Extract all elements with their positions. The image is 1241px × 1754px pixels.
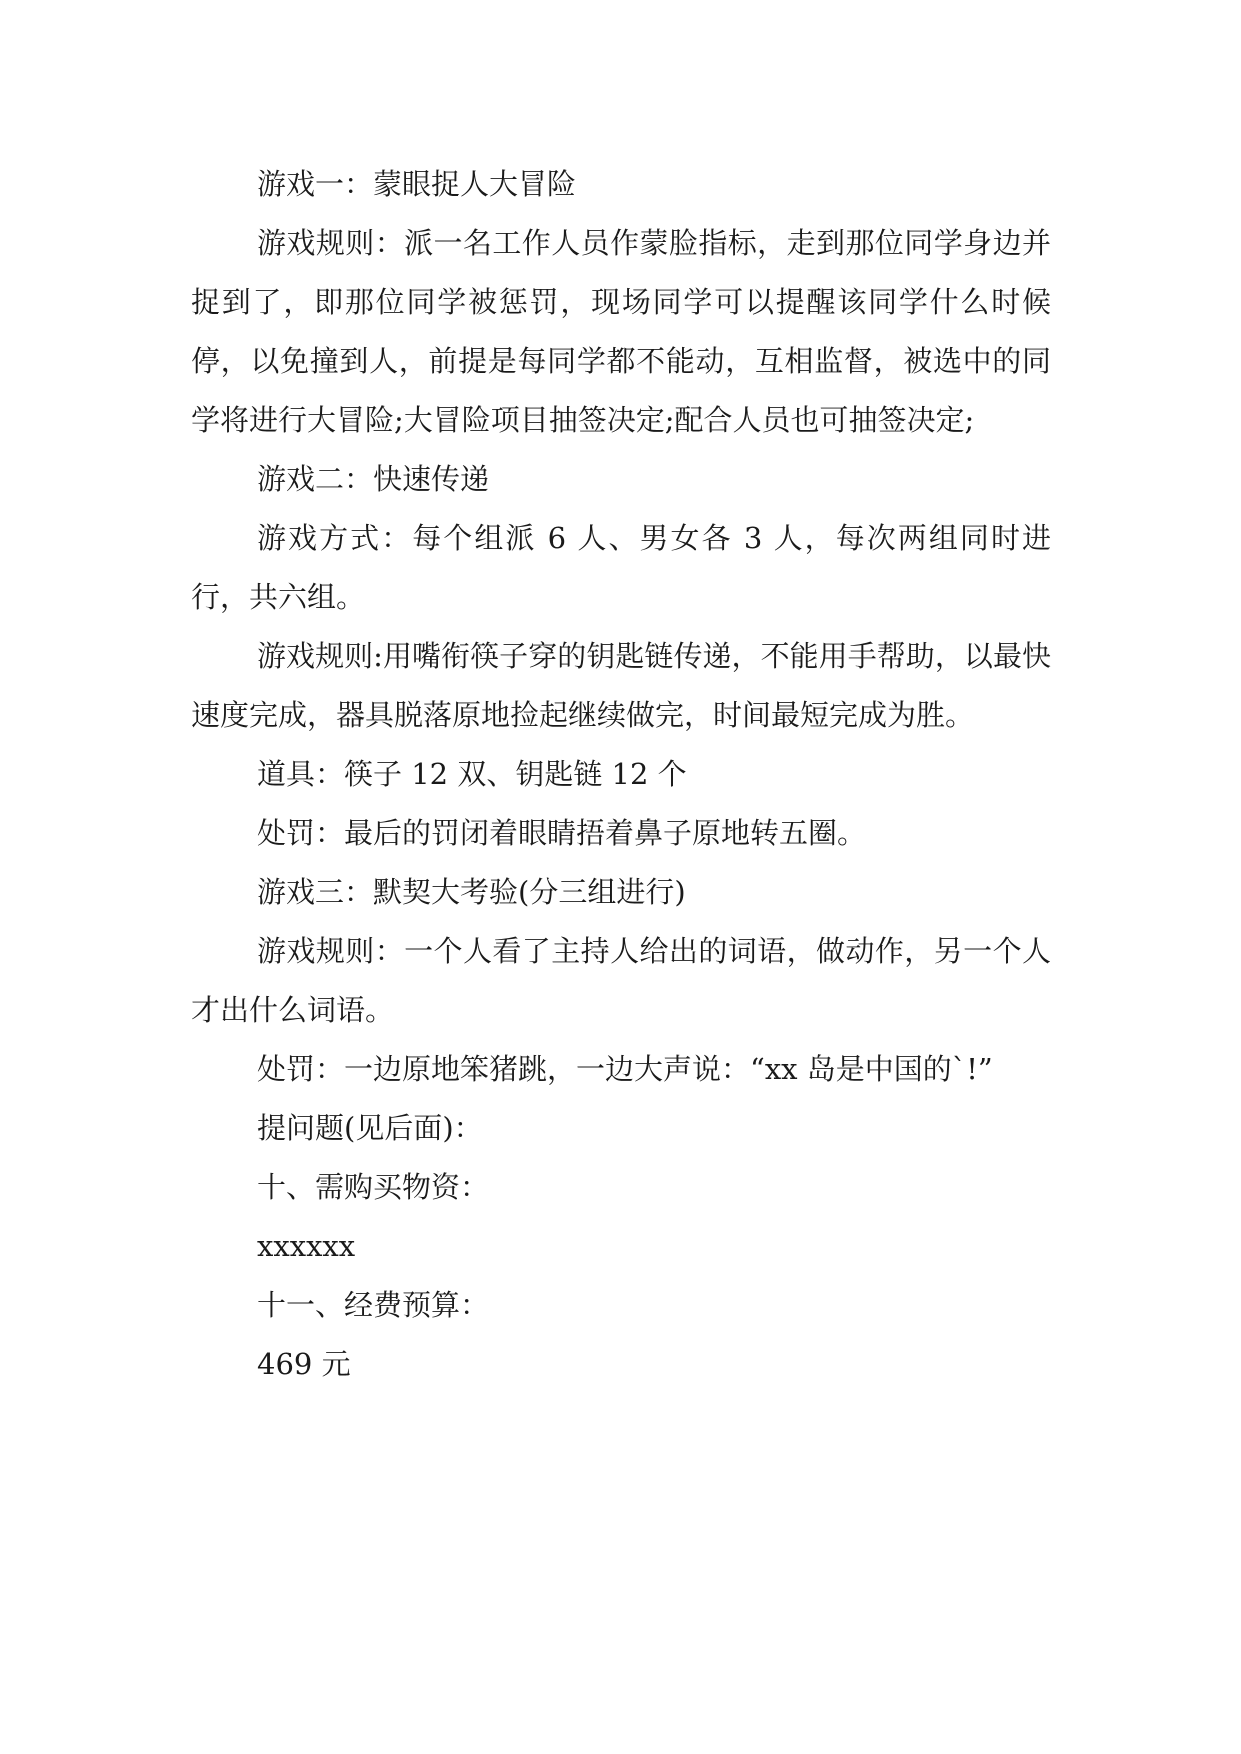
- supplies-list: xxxxxx: [257, 1229, 356, 1263]
- game-two-penalty: 处罚：最后的罚闭着眼睛捂着鼻子原地转五圈。: [257, 816, 867, 850]
- game-two-props: 道具：筷子 12 双、钥匙链 12 个: [257, 757, 687, 791]
- questions-note: 提问题(见后面)：: [257, 1111, 483, 1145]
- budget-amount: 469 元: [257, 1347, 351, 1381]
- supplies-heading: 十、需购买物资：: [257, 1170, 490, 1204]
- game-two-heading: 游戏二：快速传递: [257, 462, 490, 496]
- game-one-heading: 游戏一：蒙眼捉人大冒险: [257, 167, 577, 201]
- game-one-rules: 游戏规则：派一名工作人员作蒙脸指标，走到那位同学身边并捉到了，即那位同学被惩罚，现场同学可以提醒该同学什么时候停，以免撞到人，前提是每同学都不能动，互相监督，被选中的同学将进行大冒险;大冒险项目抽签决定;配合人员也可抽签决定;: [191, 226, 1051, 437]
- budget-heading: 十一、经费预算：: [257, 1288, 490, 1322]
- game-two-rules: 游戏规则:用嘴衔筷子穿的钥匙链传递，不能用手帮助，以最快速度完成，器具脱落原地捡起继续做完，时间最短完成为胜。: [191, 639, 1051, 732]
- game-two-method: 游戏方式：每个组派 6 人、男女各 3 人，每次两组同时进行，共六组。: [191, 521, 1051, 614]
- game-three-penalty: 处罚：一边原地笨猪跳，一边大声说：“xx 岛是中国的`!”: [257, 1052, 993, 1086]
- game-three-rules: 游戏规则：一个人看了主持人给出的词语，做动作，另一个人才出什么词语。: [191, 934, 1051, 1027]
- document-body: [191, 155, 1051, 1394]
- game-three-heading: 游戏三：默契大考验(分三组进行): [257, 875, 686, 909]
